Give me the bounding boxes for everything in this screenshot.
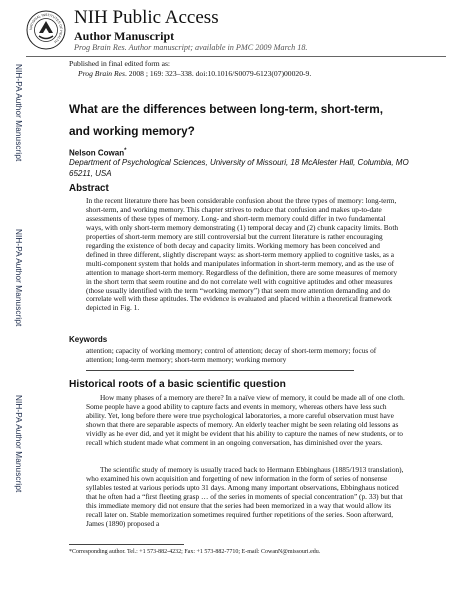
article-title: What are the differences between long-term, short-term, and working memory? bbox=[69, 102, 383, 138]
body-paragraph-2: The scientific study of memory is usually traced back to Hermann Ebbinghaus (1885/1913 translation), who examined his own acquisition and forgetting of new information in the form of series of nonsense syllables tested at various periods upto 31 days. Among many important observations, Ebbinghaus noticed that he often had a “first fleeting grasp … of the series in moments of special concentration” (p. 33) but that this immediate memory did not ensure that the series had been memorized in a way that would allow its recall later on. Stable memorization sometimes required further repetitions of the series. Soon afterward, James (1890) proposed a bbox=[86, 465, 404, 528]
author-name bbox=[69, 148, 126, 158]
abstract-text: In the recent literature there has been considerable confusion about the three types of memory: long-term, short-term, and working memory. This chapter strives to reduce that confusion and makes up-to-date assessments of these types of memory. Long- and short-term memory could differ in two fundamental ways, with only short-term memory demonstrating (1) temporal decay and (2) chunk capacity limits. Both properties of short-term memory are still controversial but the current literature is rather encouraging regarding the existence of both decay and capacity limits. Working memory has been conceived and defined in three different, slightly discrepant ways: as short-term memory applied to cognitive tasks, as a multi-component system that holds and manipulates information in short-term memory, and as the use of attention to manage short-term memory. Regardless of the definition, there are some measures of memory in the short term that seem routine and do not correlate well with cognitive aptitudes and other measures (those usually identified with the term “working memory”) that seem more attention demanding and do correlate well with these aptitudes. The evidence is evaluated and placed within a theoretical framework depicted in Fig. 1. bbox=[86, 196, 399, 313]
header-citation: Prog Brain Res. Author manuscript; available in PMC 2009 March 18. bbox=[74, 43, 308, 52]
journal-name: Prog Brain Res bbox=[78, 69, 125, 78]
header-divider bbox=[26, 56, 446, 57]
section-heading: Historical roots of a basic scientific question bbox=[69, 379, 286, 390]
keywords-text: attention; capacity of working memory; control of attention; decay of short-term memory; focus of attention; long-term memory; short-term memory; working memory bbox=[86, 346, 377, 364]
published-note: Published in final edited form as: bbox=[69, 59, 171, 68]
publication-citation bbox=[78, 69, 311, 78]
seal-lettering: NATIONAL INSTITUTES OF HEALTH bbox=[28, 12, 64, 44]
citation-details: . 2008 ; 169: 323–338. doi:10.1016/S0079-6123(07)00020-9. bbox=[124, 69, 312, 78]
author-manuscript-label: Author Manuscript bbox=[74, 29, 175, 43]
nih-public-access-title: NIH Public Access bbox=[74, 7, 219, 28]
corresponding-author-footnote: *Corresponding author. Tel.: +1 573-882-4232; Fax: +1 573-882-7710; E-mail: CowanN@missouri.edu. bbox=[69, 549, 321, 555]
corresponding-author-mark: * bbox=[124, 148, 127, 154]
author-affiliation: Department of Psychological Sciences, University of Missouri, 18 McAlester Hall, Columbia, MO 65211, USA bbox=[69, 158, 409, 178]
nih-seal-logo bbox=[26, 10, 66, 50]
footnote-divider bbox=[69, 544, 184, 545]
sidebar-label-middle: NIH-PA Author Manuscript bbox=[14, 229, 23, 327]
sidebar-label-top: NIH-PA Author Manuscript bbox=[14, 64, 23, 162]
keywords-divider bbox=[86, 370, 354, 371]
keywords-heading: Keywords bbox=[69, 335, 108, 344]
abstract-heading: Abstract bbox=[69, 183, 109, 194]
author-name-text: Nelson Cowan bbox=[69, 148, 125, 158]
sidebar-label-bottom: NIH-PA Author Manuscript bbox=[14, 395, 23, 493]
body-paragraph-1: How many phases of a memory are there? In a naïve view of memory, it could be made all of one cloth. Some people have a good ability to capture facts and events in memory, whereas others have less such ability. Yet, long before there were true psychological laboratories, a more careful observation must have shown that there are separable aspects of memory. An elderly teacher might be seen relating old lessons as vividly as he ever did, and yet it might be evident that his ability to capture the names of new students, or to recall which student made what comment in an ongoing conversation, has diminished over the years. bbox=[86, 393, 405, 447]
